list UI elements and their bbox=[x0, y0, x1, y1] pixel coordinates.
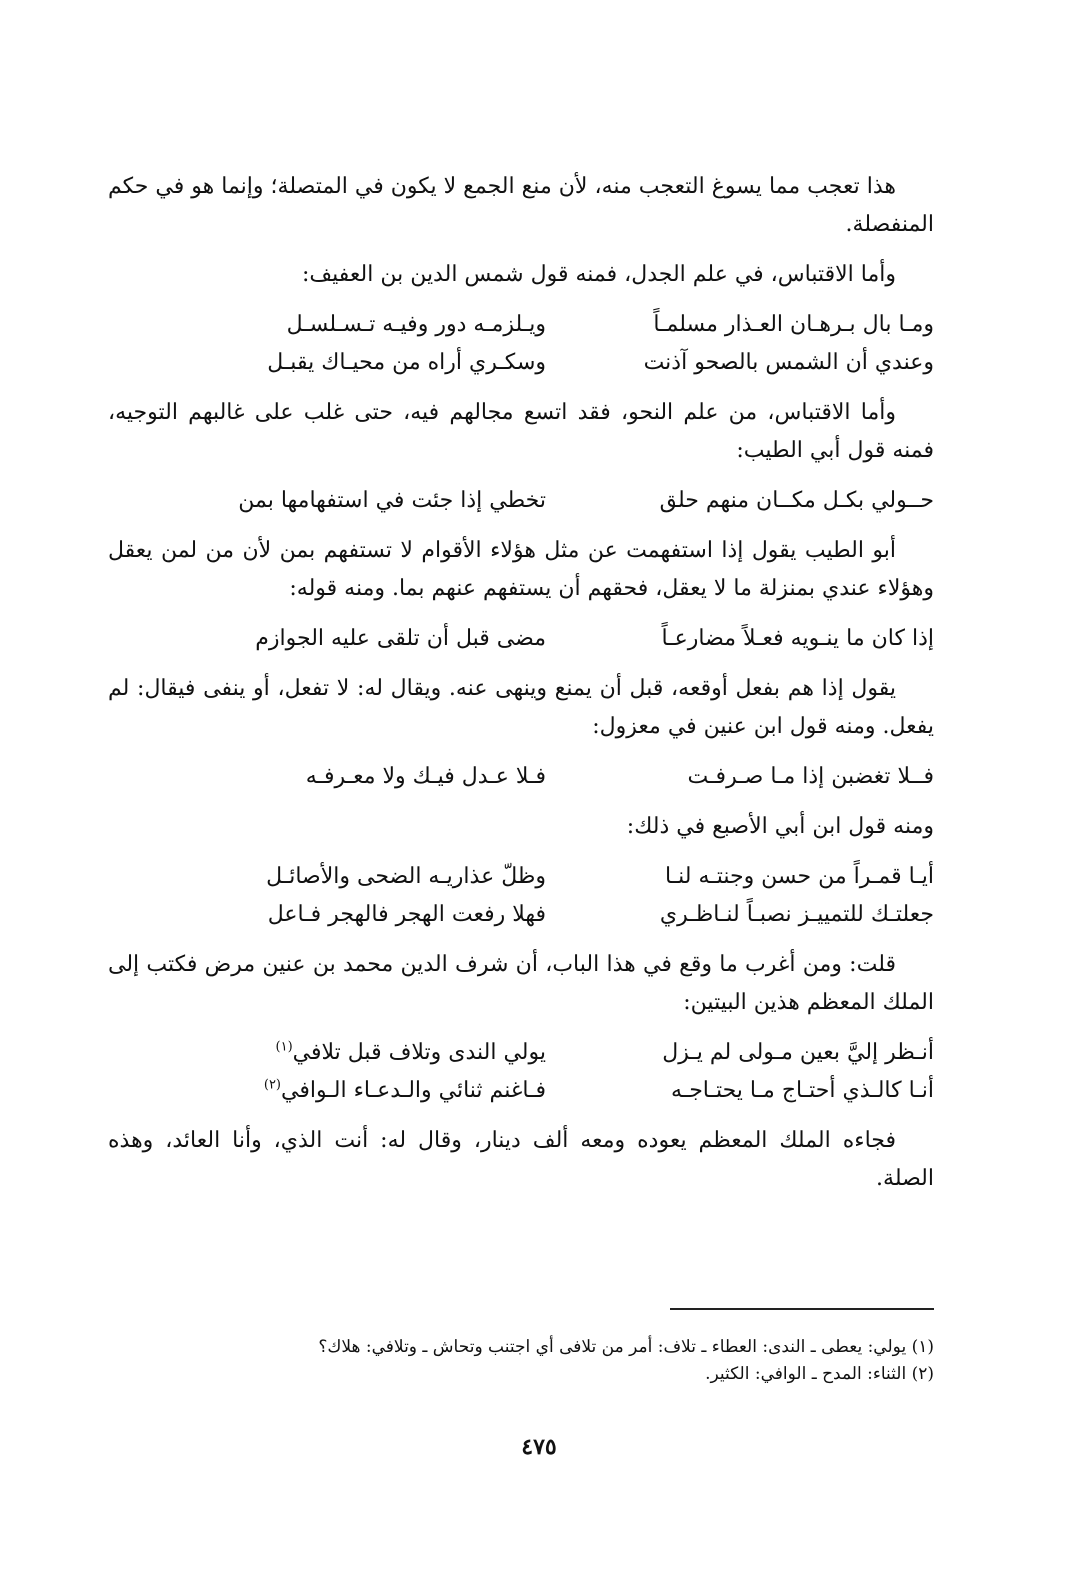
verse-first-hemistich: أنـظر إليَّ بعين مـولى لم يـزل bbox=[662, 1040, 934, 1065]
verse-line bbox=[108, 344, 934, 382]
verse-line bbox=[108, 306, 934, 344]
verse-block-3 bbox=[108, 620, 934, 658]
verse-first-hemistich: فــلا تغضبن إذا مـا صـرفـت bbox=[687, 764, 934, 789]
verse-first-hemistich: أنـا كالـذي أحتـاج مـا يحتـاجـه bbox=[670, 1078, 934, 1103]
paragraph-5: يقول إذا هم بفعل أوقعه، قبل أن يمنع وينهى عنه. ويقال له: لا تفعل، أو ينفى فيقال: لم يفعل. ومنه قول ابن عنين في معزول: bbox=[108, 676, 934, 739]
verse-line bbox=[108, 758, 934, 796]
verse-line bbox=[108, 1034, 934, 1072]
paragraph-4: أبو الطيب يقول إذا استفهمت عن مثل هؤلاء الأقوام لا تستفهم بمن لأن من لمن يعقل وهؤلاء عندي بمنزلة ما لا يعقل، فحقهم أن يستفهم عنهم بما. ومنه قوله: bbox=[108, 538, 934, 601]
verse-second-hemistich bbox=[166, 1034, 546, 1072]
footnotes bbox=[150, 1334, 934, 1388]
verse-second-hemistich: فهلا رفعت الهجر فالهجر فـاعل bbox=[267, 902, 546, 927]
footnote-1: (١) يولي: يعطى ـ الندى: العطاء ـ تلاف: أمر من تلافى أي اجتنب وتحاش ـ وتلافي: هلاك؟ bbox=[318, 1337, 934, 1357]
verse-second-hemistich bbox=[166, 1072, 546, 1110]
verse-block-4 bbox=[108, 758, 934, 796]
footnote-reference: (٢) bbox=[263, 1077, 281, 1093]
paragraph-6: ومنه قول ابن أبي الأصبع في ذلك: bbox=[626, 814, 934, 839]
verse-second-hemistich: ويـلزمـه دور وفيـه تـسـلسـل bbox=[286, 312, 546, 337]
page-body bbox=[108, 168, 934, 1210]
paragraph-8: فجاءه الملك المعظم يعوده ومعه ألف دينار، وقال له: أنت الذي، وأنا العائد، وهذه الصلة. bbox=[108, 1128, 934, 1191]
verse-line bbox=[108, 858, 934, 896]
verse-first-hemistich: أيـا قمـراً من حسن وجنتـه لنـا bbox=[664, 864, 934, 889]
verse-text: فـاغنم ثنائي والـدعـاء الـوافي bbox=[281, 1078, 546, 1103]
verse-first-hemistich: جعلتـك للتمييـز نصبـاً لنـاظـري bbox=[659, 902, 934, 927]
verse-first-hemistich: إذا كان ما ينـويه فعـلاً مضارعـاً bbox=[661, 626, 934, 651]
verse-second-hemistich: وسكـري أراه من محيـاك يقبـل bbox=[267, 350, 546, 375]
page-number: ٤٧٥ bbox=[521, 1434, 557, 1460]
verse-block-6 bbox=[108, 1034, 934, 1110]
verse-first-hemistich: ومـا بال بـرهـان العـذار مسلمـاً bbox=[653, 312, 934, 337]
verse-text: يولي الندى وتلاف قبل تلافي bbox=[292, 1040, 546, 1065]
footnote-reference: (١) bbox=[275, 1039, 293, 1055]
footnote-2: (٢) الثناء: المدح ـ الوافي: الكثير. bbox=[705, 1364, 934, 1384]
verse-line bbox=[108, 1072, 934, 1110]
paragraph-3: وأما الاقتباس، من علم النحو، فقد اتسع مجالهم فيه، حتى غلب على غالبهم التوجيه، فمنه قول أبي الطيب: bbox=[108, 400, 934, 463]
verse-block-5 bbox=[108, 858, 934, 934]
verse-second-hemistich: تخطي إذا جئت في استفهامها بمن bbox=[238, 488, 546, 513]
footnote-divider bbox=[670, 1308, 934, 1310]
verse-line bbox=[108, 482, 934, 520]
paragraph-7: قلت: ومن أغرب ما وقع في هذا الباب، أن شرف الدين محمد بن عنين مرض فكتب إلى الملك المعظم هذين البيتين: bbox=[108, 952, 934, 1015]
verse-line bbox=[108, 620, 934, 658]
verse-first-hemistich: حــولي بكـل مكــان منهم حلق bbox=[659, 488, 934, 513]
verse-second-hemistich: فـلا عـدل فيـك ولا معـرفـه bbox=[305, 764, 546, 789]
verse-first-hemistich: وعندي أن الشمس بالصحو آذنت bbox=[643, 350, 934, 375]
paragraph-2: وأما الاقتباس، في علم الجدل، فمنه قول شمس الدين بن العفيف: bbox=[301, 262, 896, 287]
verse-line bbox=[108, 896, 934, 934]
verse-block-1 bbox=[108, 306, 934, 382]
verse-second-hemistich: وظلّ عذاريـه الضحى والأصائـل bbox=[266, 864, 546, 889]
verse-second-hemistich: مضى قبل أن تلقى عليه الجوازم bbox=[255, 626, 546, 651]
verse-block-2 bbox=[108, 482, 934, 520]
paragraph-1: هذا تعجب مما يسوغ التعجب منه، لأن منع الجمع لا يكون في المتصلة؛ وإنما هو في حكم المنفصلة. bbox=[108, 174, 934, 237]
